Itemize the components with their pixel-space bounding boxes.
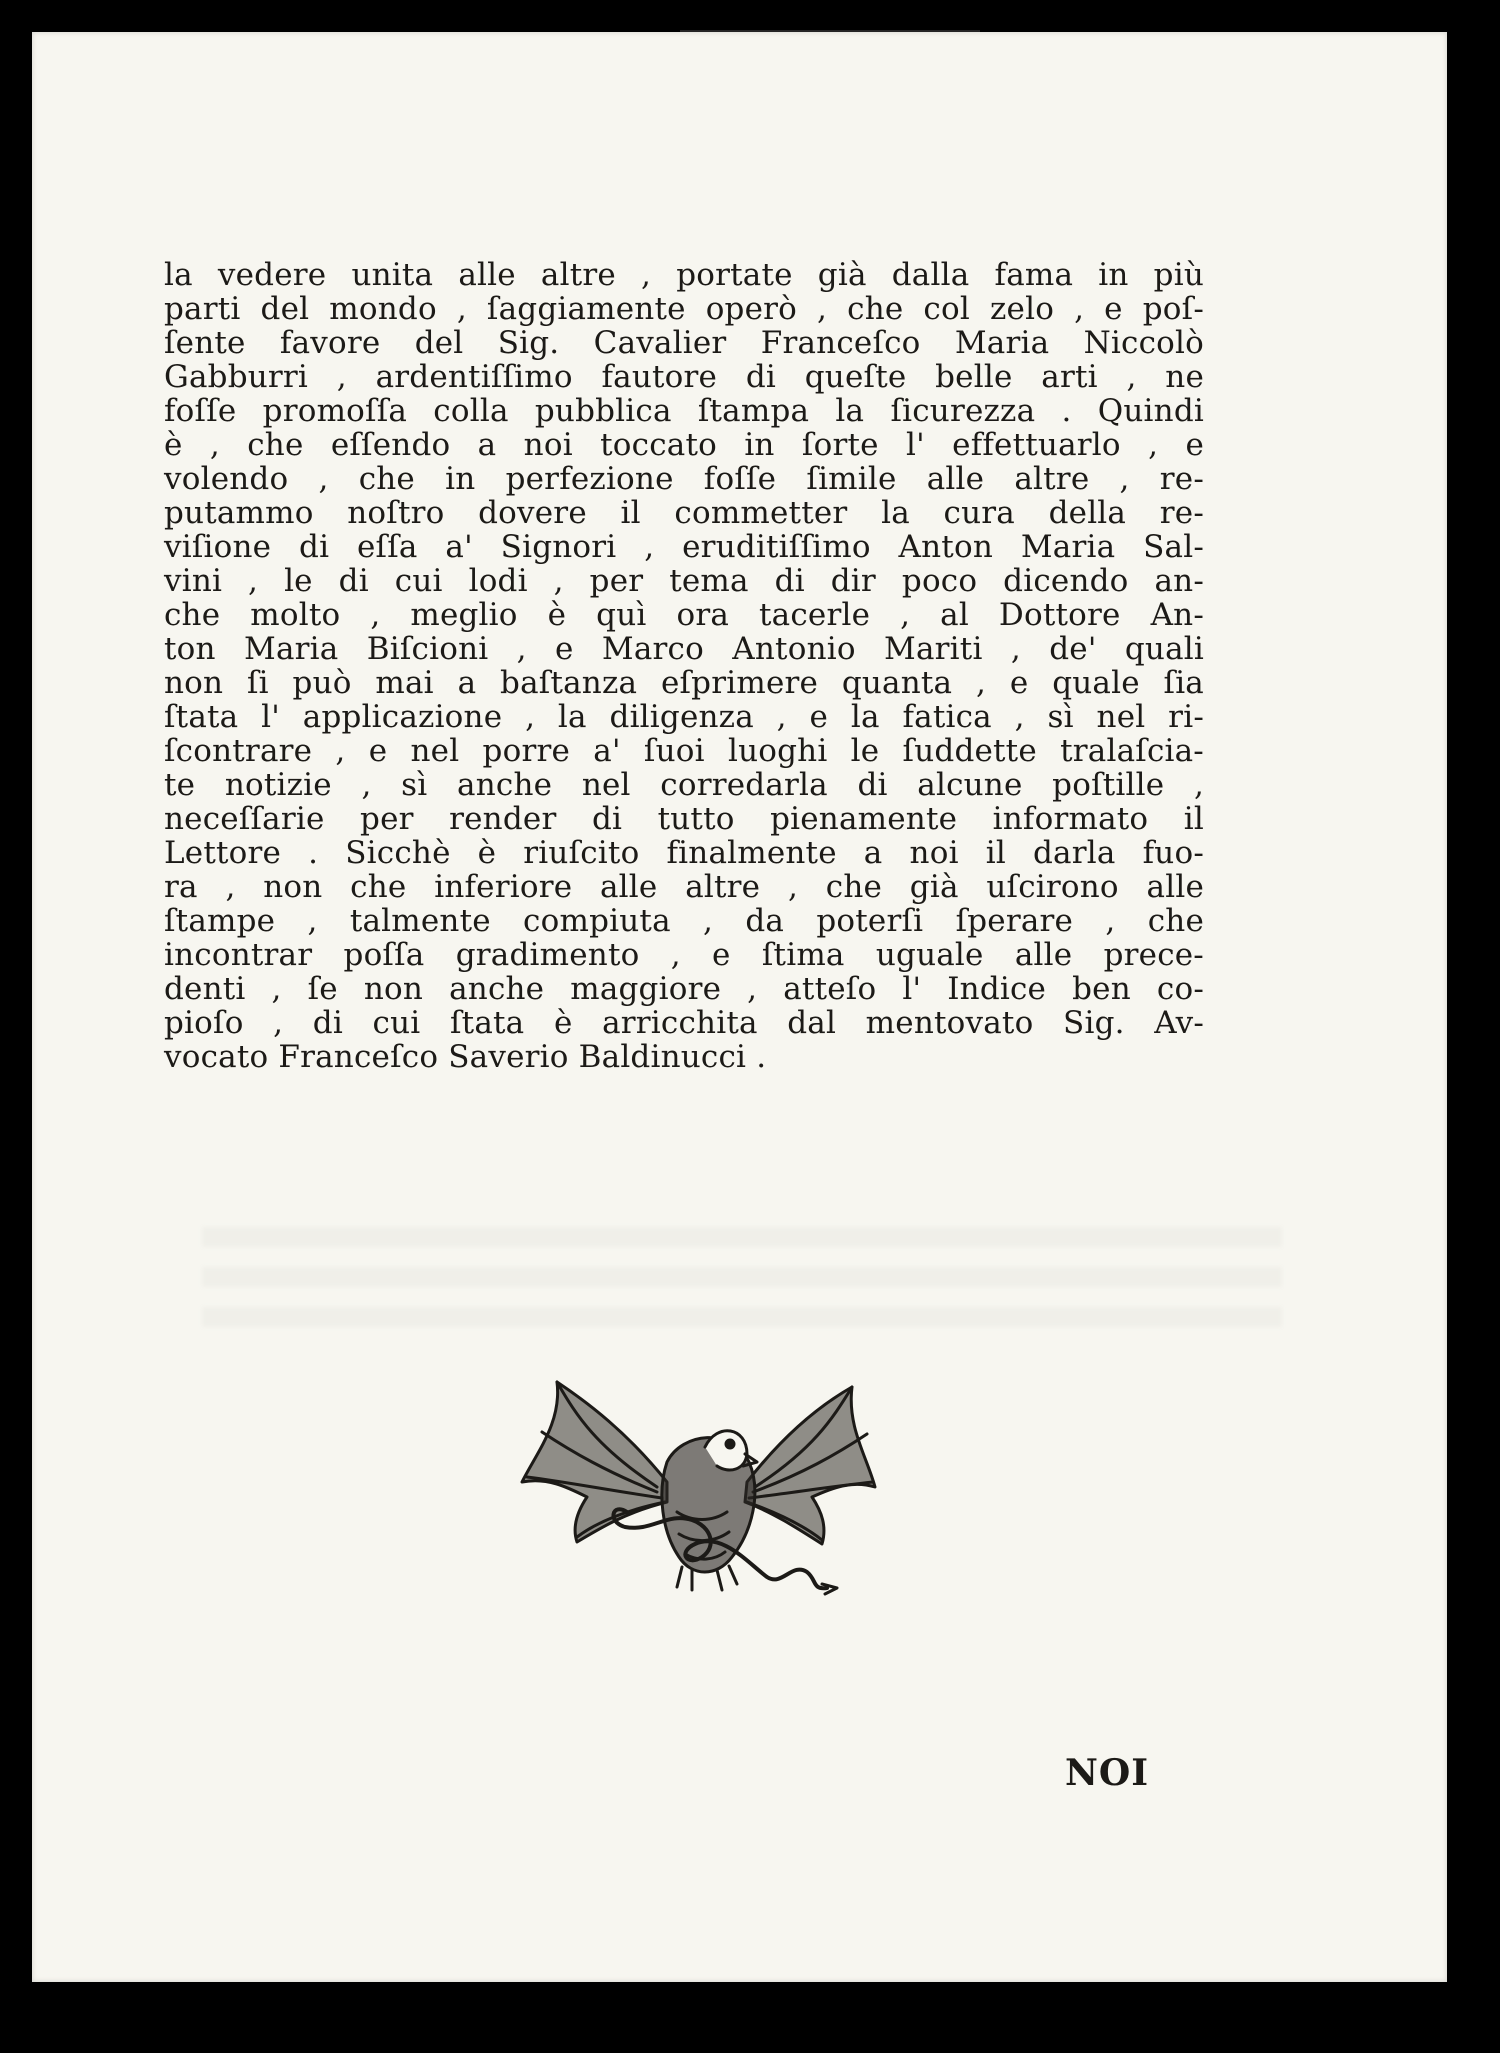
text-line: ſtampe , talmente compiuta , da poterſi ſperare , che (164, 903, 1204, 939)
text-line: vini , le di cui lodi , per tema di dir poco dicendo an- (164, 563, 1204, 599)
eagle-with-serpent-vignette-icon (517, 1362, 877, 1602)
text-line: putammo noſtro dovere il commetter la cura della re- (164, 495, 1204, 531)
text-line: è , che eſſendo a noi toccato in ſorte l' effettuarlo , e (164, 427, 1204, 463)
text-line: volendo , che in perfezione foſſe ſimile alle altre , re- (164, 461, 1204, 497)
text-line: ſcontrare , e nel porre a' ſuoi luoghi le ſuddette tralaſcia- (164, 733, 1204, 769)
text-line: non ſi può mai a baſtanza eſprimere quanta , e quale ſia (164, 665, 1204, 701)
text-line: che molto , meglio è quì ora tacerle , al Dottore An- (164, 597, 1204, 633)
text-line: neceſſarie per render di tutto pienamente informato il (164, 801, 1204, 837)
text-line: parti del mondo , ſaggiamente operò , che col zelo , e poſ- (164, 291, 1204, 327)
text-line: ra , non che inferiore alle altre , che già uſcirono alle (164, 869, 1204, 905)
text-line: foſſe promoſſa colla pubblica ſtampa la ſicurezza . Quindi (164, 393, 1204, 429)
text-line: viſione di eſſa a' Signori , eruditiſſimo Anton Maria Sal- (164, 529, 1204, 565)
text-line: vocato Franceſco Saverio Baldinucci . (164, 1039, 767, 1075)
show-through (202, 1227, 1282, 1347)
text-line: Gabburri , ardentiſſimo fautore di queſte belle arti , ne (164, 359, 1204, 395)
text-line: ſente favore del Sig. Cavalier Franceſco Maria Niccolò (164, 325, 1204, 361)
book-page (32, 32, 1447, 1982)
text-line: ton Maria Biſcioni , e Marco Antonio Mariti , de' quali (164, 631, 1204, 667)
text-line: ſtata l' applicazione , la diligenza , e la fatica , sì nel ri- (164, 699, 1204, 735)
text-line: incontrar poſſa gradimento , e ſtima uguale alle prece- (164, 937, 1204, 973)
text-line: te notizie , sì anche nel corredarla di alcune poſtille , (164, 767, 1204, 803)
text-line: pioſo , di cui ſtata è arricchita dal mentovato Sig. Av- (164, 1005, 1204, 1041)
text-line: la vedere unita alle altre , portate già dalla fama in più (164, 257, 1204, 293)
catchword: NOI (1065, 1752, 1150, 1794)
text-line: denti , ſe non anche maggiore , atteſo l' Indice ben co- (164, 971, 1204, 1007)
body-text (164, 258, 1204, 1074)
text-line: Lettore . Sicchè è riuſcito finalmente a noi il darla fuo- (164, 835, 1204, 871)
